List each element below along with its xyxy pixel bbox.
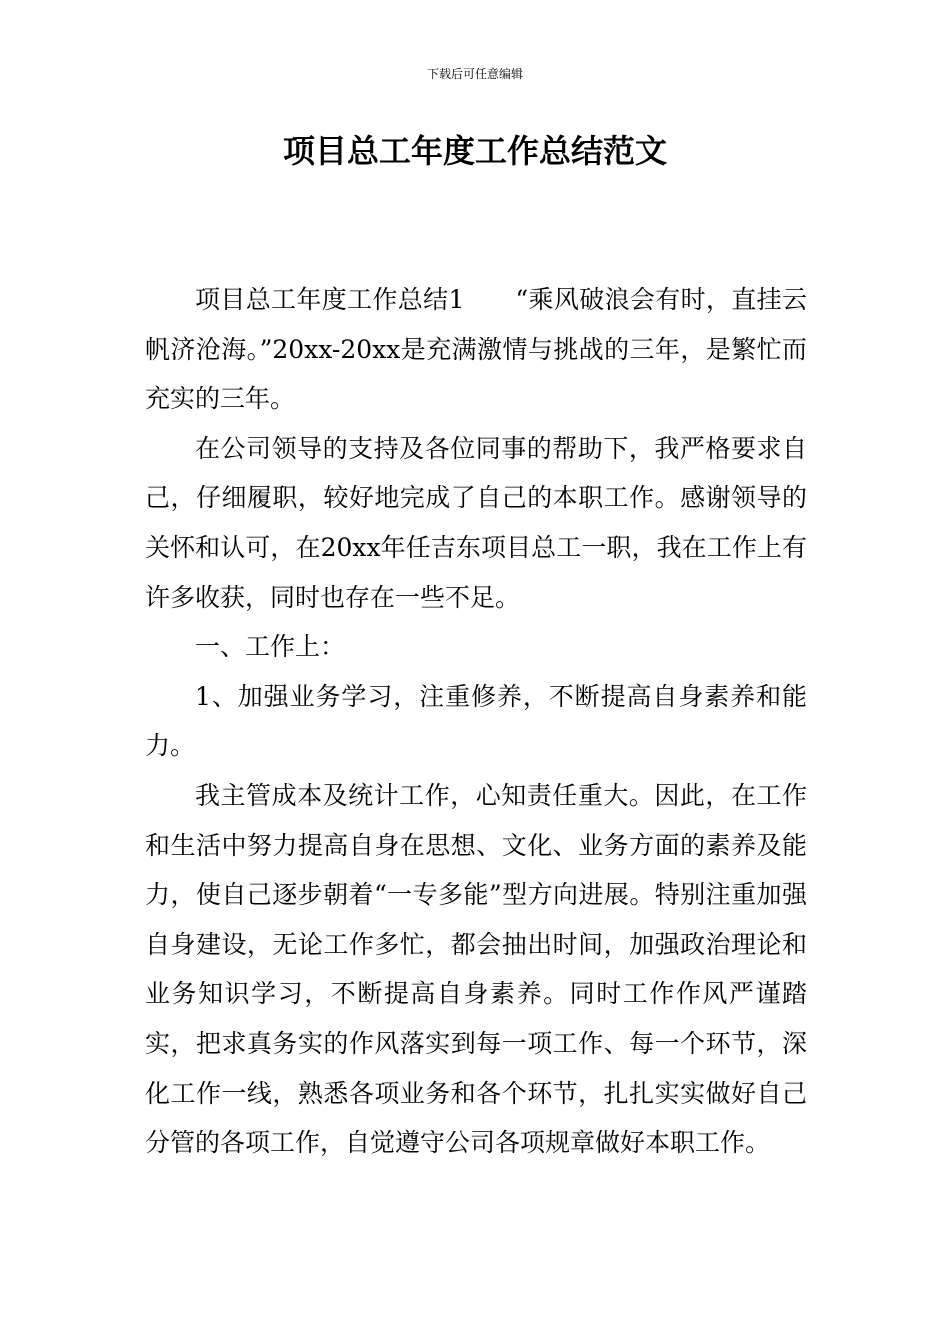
paragraph-intro: 项目总工年度工作总结1 “乘风破浪会有时，直挂云帆济沧海。”20xx-20xx是充满激情与挑战的三年，是繁忙而充实的三年。	[145, 285, 807, 414]
paragraph-responsibilities: 我主管成本及统计工作，心知责任重大。因此，在工作和生活中努力提高自身在思想、文化、业务方面的素养及能力，使自己逐步朝着“一专多能”型方向进展。特别注重加强自身建设，无论工作多忙，都会抽出时间，加强政治理论和业务知识学习，不断提高自身素养。同时工作作风严谨踏实，把求真务实的作风落实到每一项工作、每一个环节，深化工作一线，熟悉各项业务和各个环节，扎扎实实做好自己分管的各项工作，自觉遵守公司各项规章做好本职工作。	[145, 780, 807, 1158]
section-heading-work: 一、工作上：	[195, 632, 346, 662]
paragraph-gratitude: 在公司领导的支持及各位同事的帮助下，我严格要求自己，仔细履职，较好地完成了自己的本职工作。感谢领导的关怀和认可，在20xx年任吉东项目总工一职，我在工作上有许多收获，同时也存在一些不足。	[145, 433, 807, 612]
header-note: 下载后可任意编辑	[426, 67, 523, 81]
subheading-study: 1、加强业务学习，注重修养，不断提高自身素养和能力。	[145, 681, 807, 761]
document-title: 项目总工年度工作总结范文	[282, 132, 667, 170]
document-body	[145, 275, 807, 1168]
